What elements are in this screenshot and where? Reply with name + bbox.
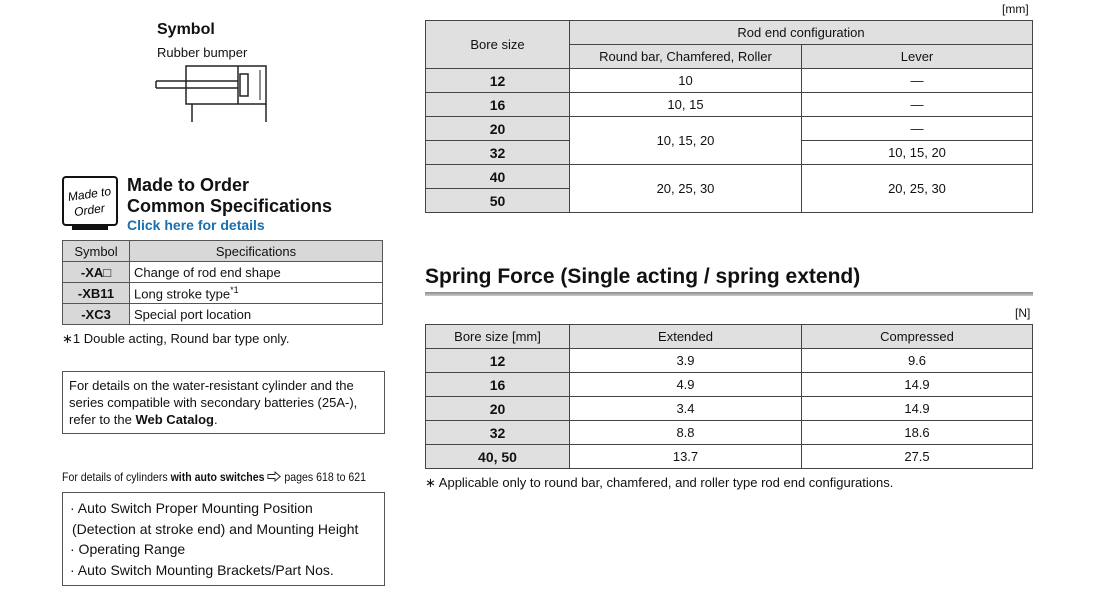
table-row: 20 3.4 14.9 xyxy=(426,397,1033,421)
spring-table-unit: [N] xyxy=(1015,306,1031,320)
mto-header-symbol: Symbol xyxy=(63,241,130,262)
table-row: 40, 50 13.7 27.5 xyxy=(426,445,1033,469)
list-item: · Auto Switch Proper Mounting Position xyxy=(70,500,313,516)
rod-header-col2: Lever xyxy=(802,45,1033,69)
list-item: (Detection at stroke end) and Mounting Height xyxy=(72,520,359,537)
mto-header-spec: Specifications xyxy=(130,241,383,262)
table-row: 20 10, 15, 20 — xyxy=(426,117,1033,141)
mto-spec: Special port location xyxy=(130,304,383,325)
spring-force-table xyxy=(425,324,1033,469)
symbol-subtitle: Rubber bumper xyxy=(157,45,248,60)
table-row xyxy=(63,304,383,325)
auto-switch-box xyxy=(62,492,385,586)
footnote-mark: *1 xyxy=(230,284,239,295)
mto-code: -XA□ xyxy=(63,262,130,283)
spring-header-bore: Bore size [mm] xyxy=(426,325,570,349)
rod-header-col1: Round bar, Chamfered, Roller xyxy=(570,45,802,69)
rod-header-group: Rod end configuration xyxy=(570,21,1033,45)
mto-spec: Long stroke type$^{*1}$ xyxy=(130,283,383,304)
table-row: 50 xyxy=(426,189,1033,213)
svg-text:Made to: Made to xyxy=(67,184,112,204)
rod-header-bore: Bore size xyxy=(426,21,570,69)
click-here-link[interactable]: Click here for details xyxy=(127,217,265,233)
rod-end-table xyxy=(425,20,1033,213)
title-underline xyxy=(425,292,1033,296)
web-catalog-link[interactable]: Web Catalog xyxy=(135,412,214,427)
mto-code: -XC3 xyxy=(63,304,130,325)
spring-force-title: Spring Force (Single acting / spring extend) xyxy=(425,265,861,288)
table-row: 12 3.9 9.6 xyxy=(426,349,1033,373)
spring-footnote: ∗ Applicable only to round bar, chamfered, and roller type rod end configurations. xyxy=(425,475,894,490)
arrow-right-icon xyxy=(267,471,281,482)
table-row: 40 20, 25, 30 20, 25, 30 xyxy=(426,165,1033,189)
table-row: 32 10, 15, 20 xyxy=(426,141,1033,165)
made-to-order-title: Made to Order Common Specifications xyxy=(127,175,333,216)
list-item: · Operating Range xyxy=(70,541,186,557)
made-to-order-table xyxy=(62,240,383,325)
table-row: 16 10, 15 — xyxy=(426,93,1033,117)
made-to-order-logo-icon xyxy=(62,176,118,232)
table-row: 16 4.9 14.9 xyxy=(426,373,1033,397)
auto-switch-reference: For details of cylinders with auto switches pages 618 to 621 xyxy=(62,470,367,484)
rod-table-unit: [mm] xyxy=(1002,2,1029,16)
table-row: 12 10 — xyxy=(426,69,1033,93)
symbol-title: Symbol xyxy=(157,21,215,38)
cylinder-symbol-icon xyxy=(150,62,280,124)
table-row xyxy=(63,283,383,304)
water-resistant-note-box: For details on the water-resistant cylinder and the series compatible with secondary batteries (25A-), refer to the Web Catalog. xyxy=(62,371,385,434)
spring-header-compressed: Compressed xyxy=(802,325,1033,349)
mto-spec: Change of rod end shape xyxy=(130,262,383,283)
mto-code: -XB11 xyxy=(63,283,130,304)
list-item: · Auto Switch Mounting Brackets/Part Nos. xyxy=(70,561,334,578)
table-row: 32 8.8 18.6 xyxy=(426,421,1033,445)
spring-header-extended: Extended xyxy=(570,325,802,349)
table-row xyxy=(63,262,383,283)
footnote-1: ∗1 Double acting, Round bar type only. xyxy=(62,331,290,346)
svg-text:Order: Order xyxy=(73,200,106,220)
pages-link[interactable]: pages 618 to 621 xyxy=(281,470,367,484)
